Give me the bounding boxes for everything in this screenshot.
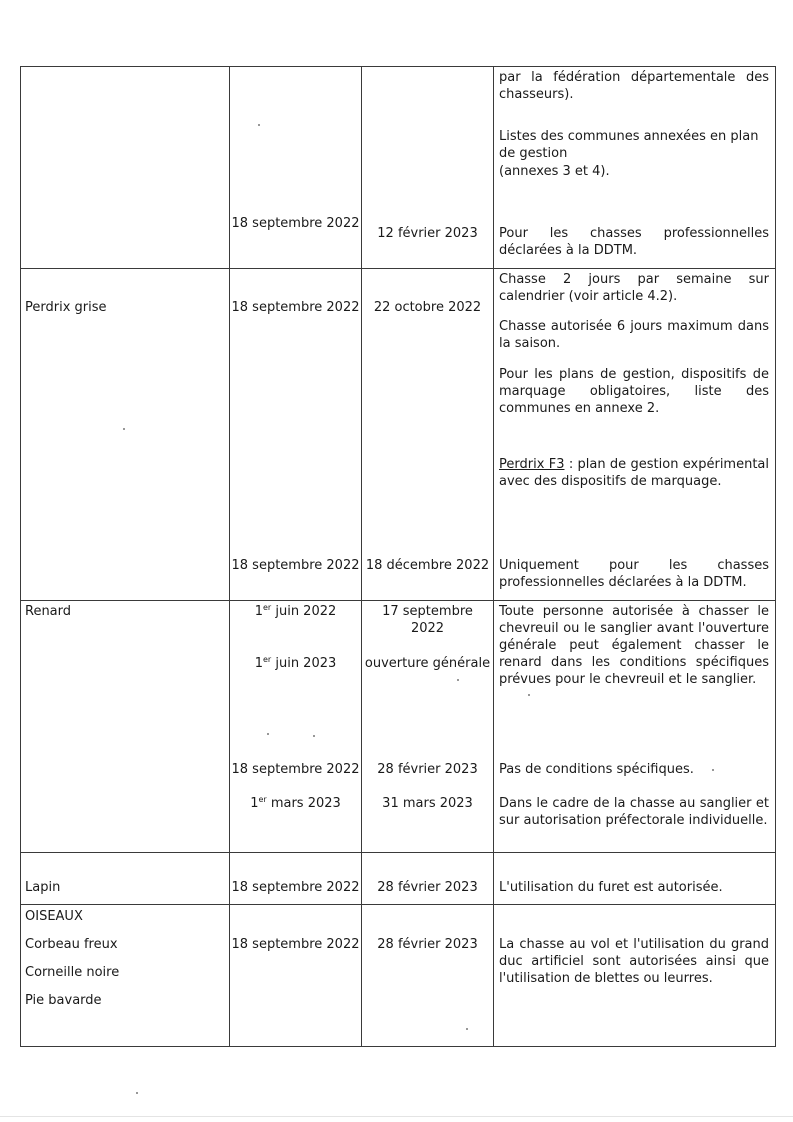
conditions-cell xyxy=(494,269,776,601)
condition-text: Toute personne autorisée à chasser le chevreuil ou le sanglier avant l'ouverture générale peut également chasser le renard dans les conditions spécifiques prévues pour le chevreuil et le sanglier. xyxy=(499,604,769,687)
scan-speck xyxy=(123,428,125,430)
hunting-season-table xyxy=(20,66,776,1047)
opening-cell xyxy=(230,269,362,601)
conditions-cell xyxy=(494,853,776,905)
condition-text: Listes des communes annexées en plan de gestion xyxy=(499,129,759,161)
conditions-cell xyxy=(494,67,776,269)
opening-cell xyxy=(230,67,362,269)
closing-date: 17 septembre 2022 xyxy=(382,604,473,636)
condition-text: Uniquement pour les chasses professionnelles déclarées à la DDTM. xyxy=(499,558,769,590)
condition-text: Chasse autorisée 6 jours maximum dans la saison. xyxy=(499,319,769,351)
closing-date: 18 décembre 2022 xyxy=(365,558,490,573)
scan-speck xyxy=(466,1028,468,1030)
table-row xyxy=(21,67,776,269)
opening-date: 18 septembre 2022 xyxy=(231,880,360,895)
opening-cell xyxy=(230,905,362,1047)
table-row xyxy=(21,905,776,1047)
table-row xyxy=(21,269,776,601)
species-cell xyxy=(21,905,230,1047)
conditions-cell xyxy=(494,601,776,853)
closing-date: ouverture générale xyxy=(364,656,491,671)
species-name: Corneille noire xyxy=(25,965,120,980)
species-cell xyxy=(21,67,230,269)
condition-text: La chasse au vol et l'utilisation du grand duc artificiel sont autorisées ainsi que l'utilisation de blettes ou leurres. xyxy=(499,937,769,986)
species-name: Perdrix grise xyxy=(25,300,107,315)
closing-cell xyxy=(362,853,494,905)
species-name: Renard xyxy=(25,604,72,619)
species-name: Pie bavarde xyxy=(25,993,102,1008)
species-name: Corbeau freux xyxy=(25,937,118,952)
closing-date: 12 février 2023 xyxy=(377,226,478,241)
scan-speck xyxy=(313,735,315,737)
opening-date: 18 septembre 2022 xyxy=(231,762,360,777)
closing-cell xyxy=(362,269,494,601)
opening-date: 1er juin 2023 xyxy=(254,655,337,671)
opening-date: 18 septembre 2022 xyxy=(231,937,360,952)
condition-text: Pas de conditions spécifiques. xyxy=(499,762,694,777)
condition-label-rest: : plan de gestion expérimental avec des dispositifs de marquage. xyxy=(499,457,770,489)
species-cell xyxy=(21,853,230,905)
closing-cell xyxy=(362,601,494,853)
condition-text: L'utilisation du furet est autorisée. xyxy=(499,880,723,895)
opening-date: 18 septembre 2022 xyxy=(231,216,360,231)
species-group-heading: OISEAUX xyxy=(25,909,83,924)
condition-text: par la fédération départementale des chasseurs). xyxy=(499,70,769,102)
opening-date: 1er juin 2022 xyxy=(254,603,337,619)
opening-date: 1er mars 2023 xyxy=(250,795,341,811)
condition-underlined-label: Perdrix F3 xyxy=(499,457,565,472)
closing-cell xyxy=(362,67,494,269)
scan-speck xyxy=(258,124,260,126)
closing-date: 28 février 2023 xyxy=(377,762,478,777)
table-row xyxy=(21,853,776,905)
closing-date: 22 octobre 2022 xyxy=(373,300,482,315)
condition-text: (annexes 3 et 4). xyxy=(499,164,610,179)
closing-date: 28 février 2023 xyxy=(377,880,478,895)
condition-text: Chasse 2 jours par semaine sur calendrier (voir article 4.2). xyxy=(499,272,769,304)
opening-cell xyxy=(230,601,362,853)
conditions-cell xyxy=(494,905,776,1047)
page-edge-line xyxy=(0,1116,793,1117)
scan-speck xyxy=(528,694,530,696)
species-cell xyxy=(21,269,230,601)
scan-speck xyxy=(267,733,269,735)
closing-date: 31 mars 2023 xyxy=(382,796,473,811)
condition-text: Pour les plans de gestion, dispositifs de marquage obligatoires, liste des communes en annexe 2. xyxy=(499,367,769,416)
species-name: Lapin xyxy=(25,880,61,895)
scan-speck xyxy=(457,679,459,681)
closing-date: 28 février 2023 xyxy=(377,937,478,952)
table-row xyxy=(21,601,776,853)
condition-text xyxy=(499,456,769,490)
opening-cell xyxy=(230,853,362,905)
closing-cell xyxy=(362,905,494,1047)
condition-text: Pour les chasses professionnelles déclarées à la DDTM. xyxy=(499,226,769,258)
opening-date: 18 septembre 2022 xyxy=(231,558,360,573)
scan-speck xyxy=(136,1092,138,1094)
scan-speck xyxy=(712,769,714,771)
opening-date: 18 septembre 2022 xyxy=(231,300,360,315)
condition-text: Dans le cadre de la chasse au sanglier et sur autorisation préfectorale individuelle. xyxy=(499,796,769,828)
species-cell xyxy=(21,601,230,853)
